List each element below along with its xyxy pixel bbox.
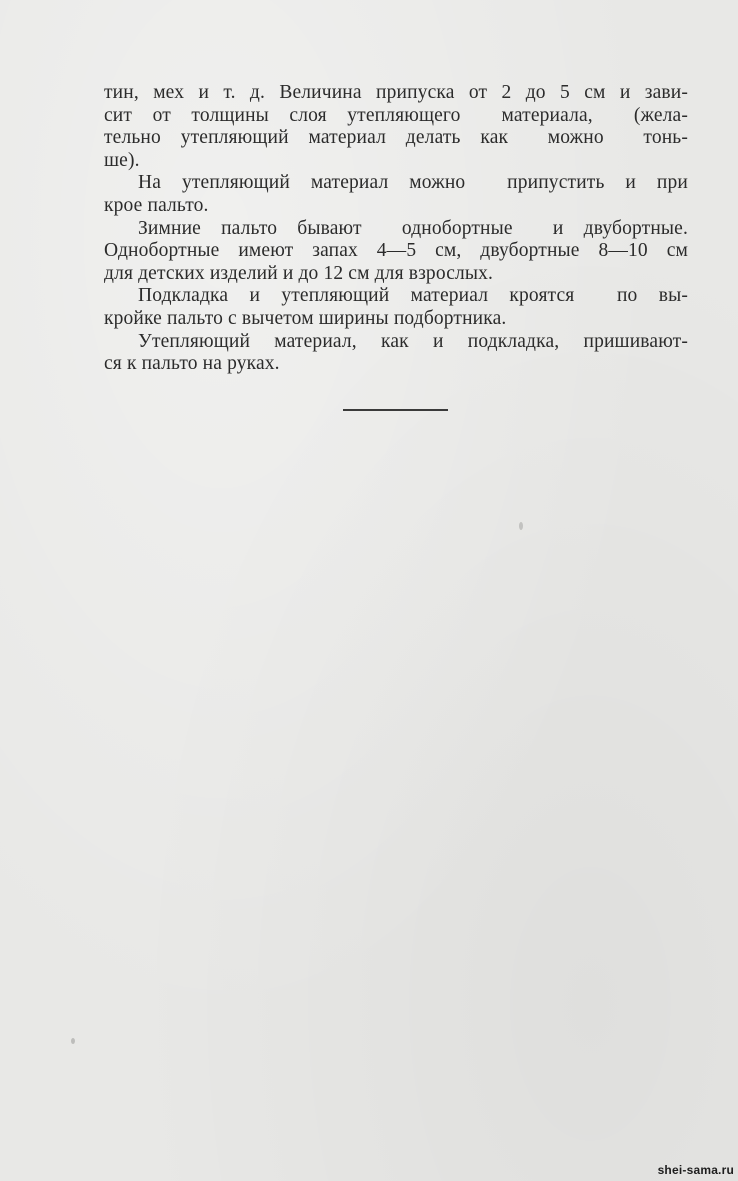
text-line: На утепляющий материал можно припустить и при — [138, 172, 688, 194]
body-text — [104, 82, 688, 376]
paragraph — [104, 331, 688, 376]
text-line: сит от толщины слоя утепляющего материала, (жела- — [104, 104, 688, 126]
text-line: Однобортные имеют запах 4—5 см, двубортные 8—10 см — [104, 240, 688, 262]
paper-speck — [71, 1038, 75, 1044]
text-line: Утепляющий материал, как и подкладка, пришивают- — [138, 330, 688, 352]
paper-speck — [519, 522, 523, 530]
paragraph — [104, 82, 688, 172]
text-line: ше). — [104, 149, 140, 171]
text-line: Подкладка и утепляющий материал кроятся по вы- — [138, 285, 688, 307]
text-line: тельно утепляющий материал делать как можно тонь- — [104, 127, 688, 149]
text-line: ся к пальто на руках. — [104, 353, 280, 375]
paragraph — [104, 218, 688, 286]
text-line: тин, мех и т. д. Величина припуска от 2 до 5 см и зави- — [104, 82, 688, 103]
site-watermark: shei-sama.ru — [657, 1163, 734, 1177]
paragraph — [104, 285, 688, 330]
text-line: крое пальто. — [104, 194, 209, 216]
paragraph — [104, 172, 688, 217]
section-divider — [343, 409, 448, 411]
text-line: кройке пальто с вычетом ширины подбортника. — [104, 307, 507, 329]
text-line: Зимние пальто бывают однобортные и двубортные. — [138, 217, 688, 239]
text-line: для детских изделий и до 12 см для взрослых. — [104, 262, 494, 284]
